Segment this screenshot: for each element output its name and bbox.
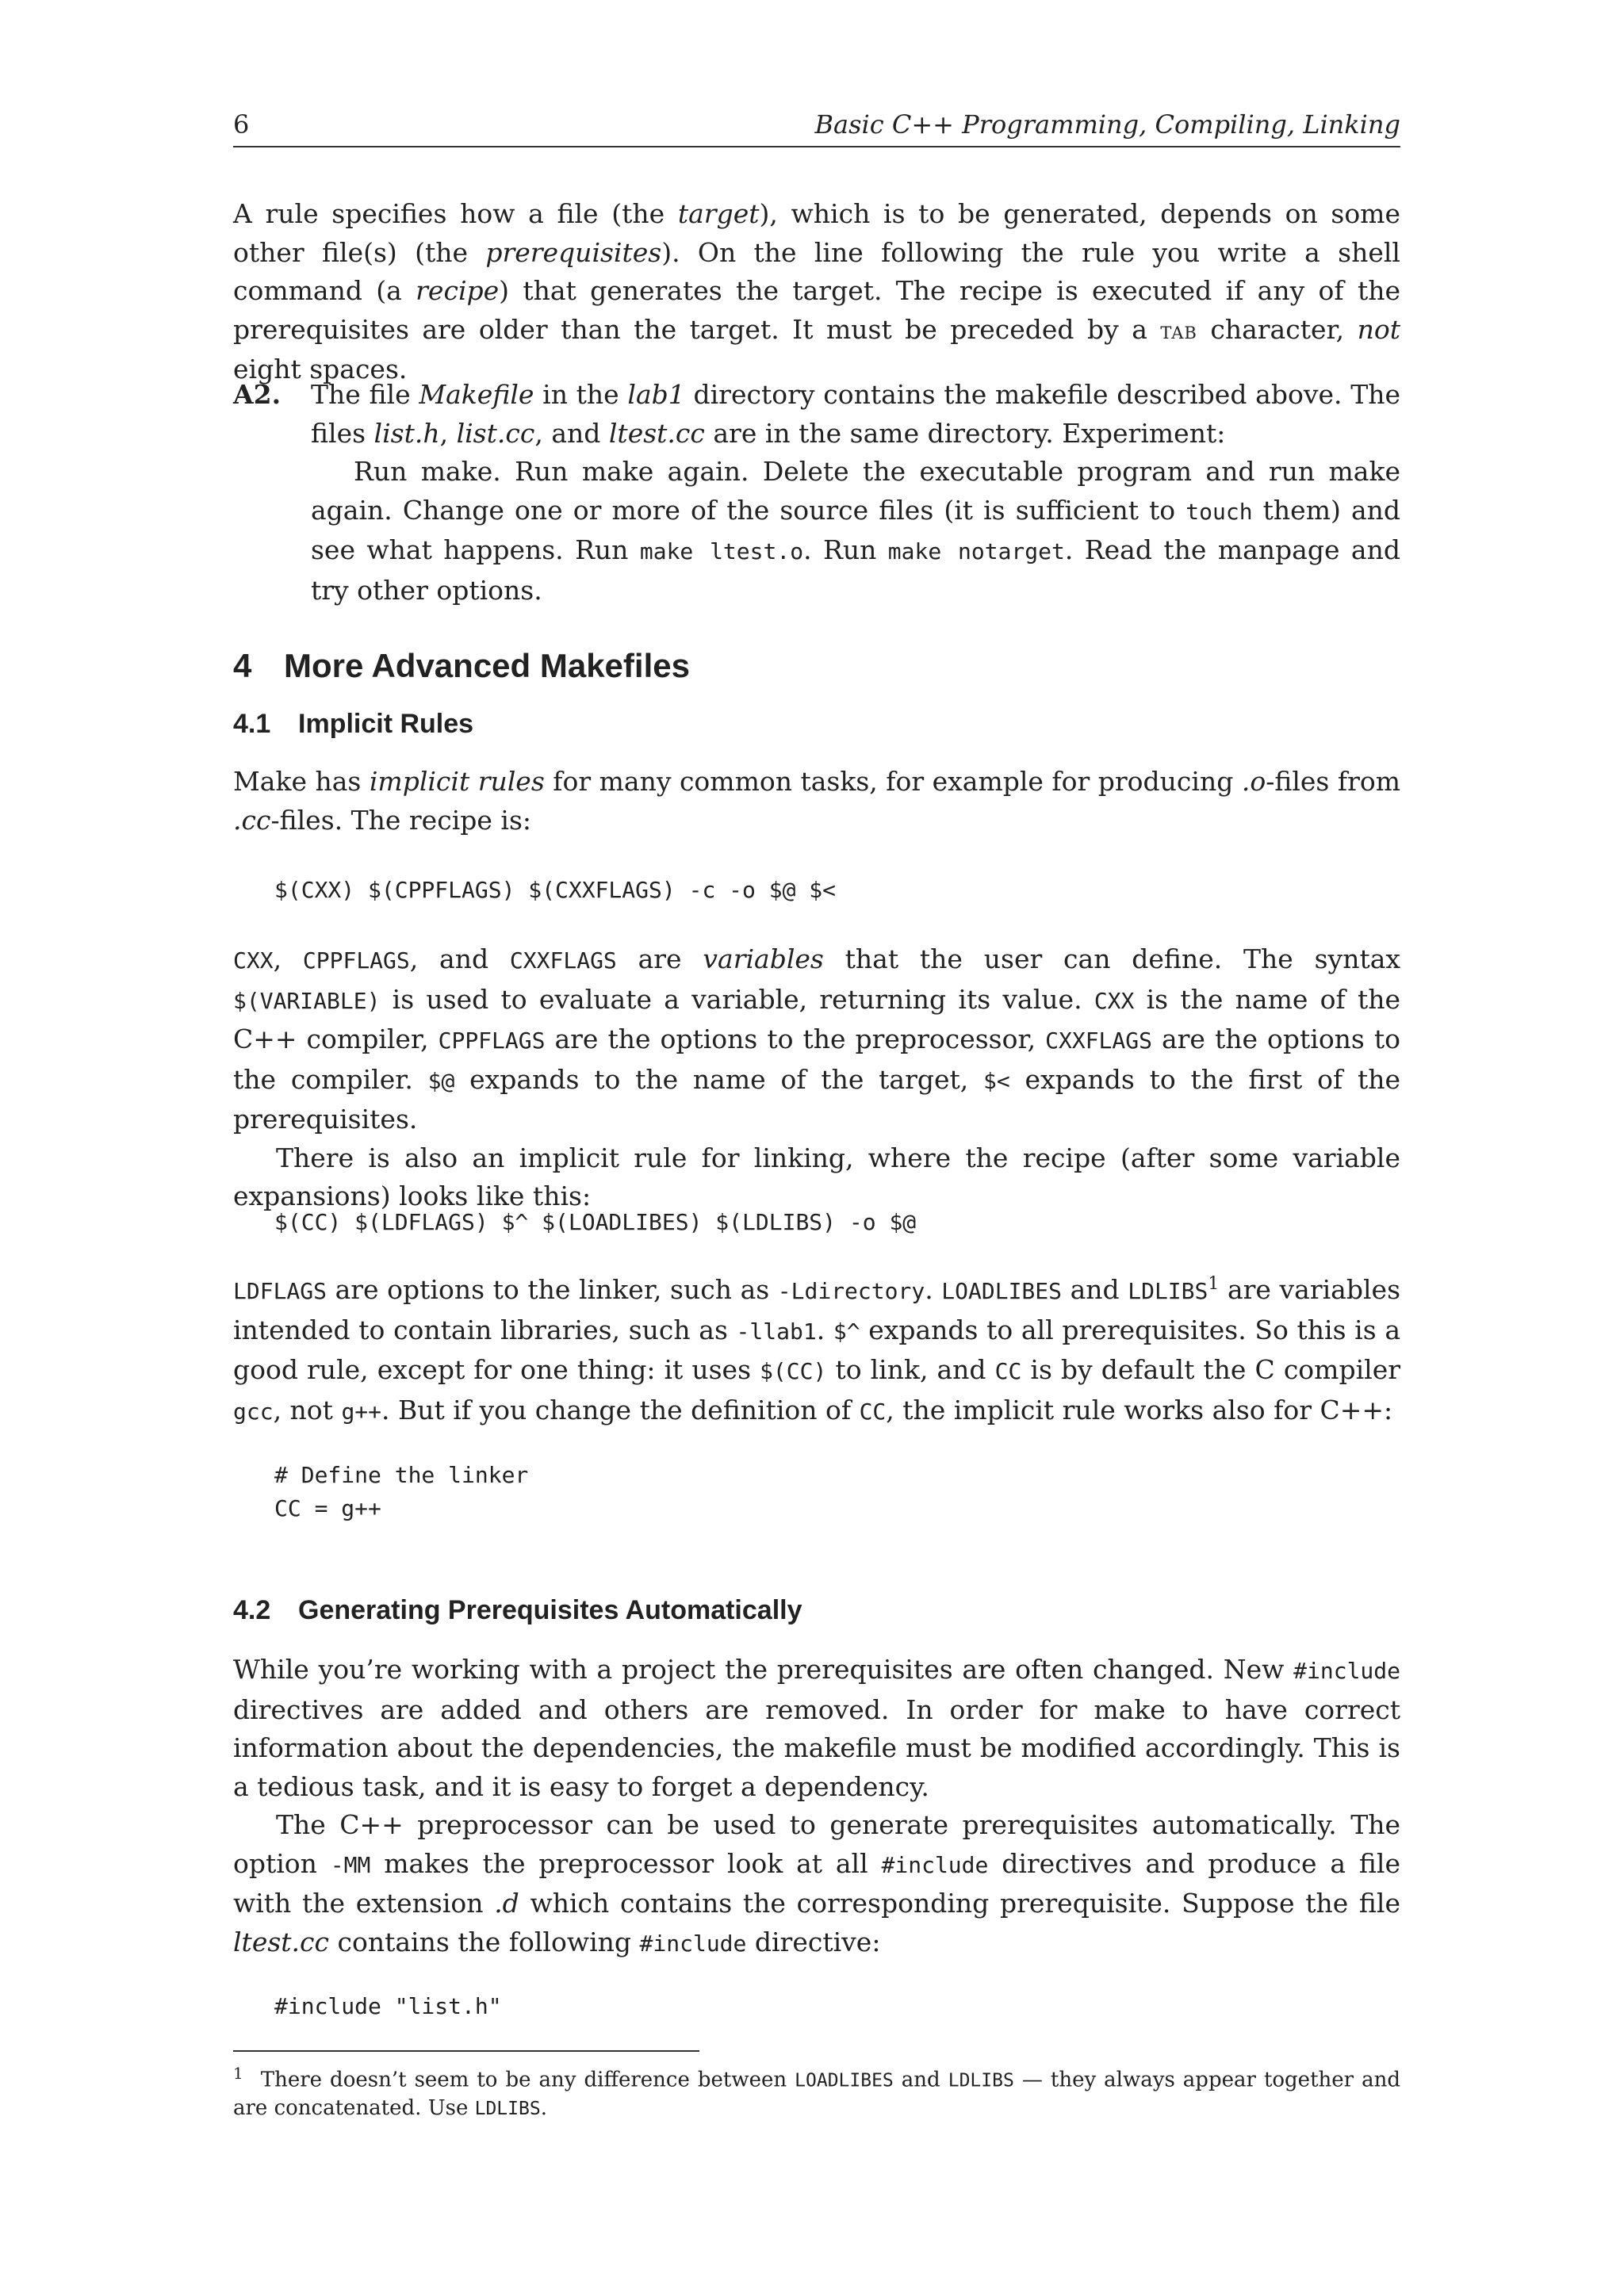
code-include-directive: #include "list.h" — [274, 1993, 502, 2019]
implicit-rules-paragraph-1: Make has implicit rules for many common tasks, for example for producing .o-files from .cc-files. The recipe is: — [233, 766, 1401, 836]
page-number: 6 — [233, 109, 250, 140]
task-body: The file Makefile in the lab1 directory contains the makefile described above. The files list.h, list.cc, and ltest.cc are in the same directory. Experiment: Run make. Run make again. Delete the executable program and run make again. Change one or more of the source files (it is sufficient to touch them) and see what happens. Run make ltest.o. Run make notarget. Read the manpage and try other options. — [311, 379, 1401, 606]
running-title: Basic C++ Programming, Compiling, Linking — [814, 109, 1400, 140]
prerequisites-paragraph: While you’re working with a project the prerequisites are often changed. New #include directives are added and others are removed. In order for make to have correct information about the dependencies, the makefile must be modified accordingly. This is a tedious task, and it is easy to forget a dependency. The C++ preprocessor can be used to generate prerequisites automatically. The option -MM makes the preprocessor look at all #include directives and produce a file with the extension .d which contains the corresponding prerequisite. Suppose the file ltest.cc contains the following #include directive: — [233, 1654, 1401, 1957]
section-heading: 4 More Advanced Makefiles — [233, 647, 690, 684]
code-define-linker: # Define the linker CC = g++ — [274, 1462, 529, 1521]
subsection-heading-implicit-rules: 4.1 Implicit Rules — [233, 709, 474, 739]
subsection-heading-generating-prerequisites: 4.2 Generating Prerequisites Automatically — [233, 1595, 802, 1625]
footnote: $^1$ There doesn’t seem to be any difference between LOADLIBES and LDLIBS — they always appear together and are concatenated. Use LDLIBS. — [233, 2064, 1400, 2120]
intro-paragraph: A rule specifies how a file (the target), which is to be generated, depends on some other file(s) (the prerequisites). On the line following the rule you write a shell command (a recipe) that generates the target. The recipe is executed if any of the prerequisites are older than the target. It must be preceded by a tab character, not eight spaces. — [233, 198, 1401, 385]
footnote-reference: 1 — [1208, 1274, 1220, 1294]
code-link-recipe: $(CC) $(LDFLAGS) $^ $(LOADLIBES) $(LDLIBS) -o $@ — [274, 1209, 917, 1235]
implicit-rules-paragraph-2: CXX, CPPFLAGS, and CXXFLAGS are variables that the user can define. The syntax $(VARIABLE) is used to evaluate a variable, returning its value. CXX is the name of the C++ compiler, CPPFLAGS are the options to the preprocessor, CXXFLAGS are the options to the compiler. $@ expands to the name of the target, $< expands to the first of the prerequisites. There is also an implicit rule for linking, where the recipe (after some variable expansions) looks like this: — [233, 943, 1401, 1211]
implicit-rules-paragraph-4: LDFLAGS are options to the linker, such as -Ldirectory. LOADLIBES and LDLIBS$^1$ are variables intended to contain libraries, such as -llab1. $^ expands to all prerequisites. So this is a good rule, except for one thing: it uses $(CC) to link, and CC is by default the C compiler gcc, not g++. But if you change the definition of CC, the implicit rule works also for C++: — [233, 1274, 1401, 1425]
task-label: A2. — [233, 379, 282, 410]
running-header — [233, 109, 1400, 147]
footnote-rule — [233, 2050, 699, 2052]
code-compile-recipe: $(CXX) $(CPPFLAGS) $(CXXFLAGS) -c -o $@ $< — [274, 877, 837, 903]
